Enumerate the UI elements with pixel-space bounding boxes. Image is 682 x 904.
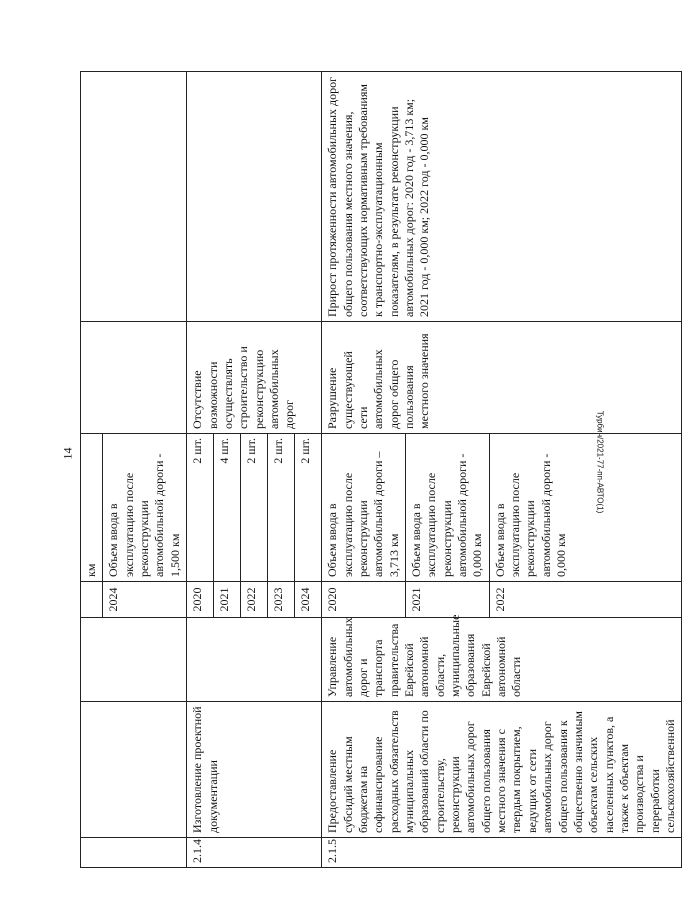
action-cell: Предоставление субсидий местным бюджетам на софинансирование расходных обязательств муниципальных образований области по строительству, реконструкции автомобильных дорог общего пользования местного значения с твердым покрытием, ведущих от сети автомобильных дорог общего пользования к общественно значимым объектам сельских населенных пунктов, а также к объектам производства и переработки сельскохозяйственной xyxy=(322,702,682,838)
action-cell xyxy=(81,702,187,838)
action-cell: Изготовление проектной документации xyxy=(187,702,322,838)
risks-cell xyxy=(81,322,187,434)
risks-cell: Разрушение существующей сети автомобильных дорог общего пользования местного значения xyxy=(322,322,682,434)
program-measures-table xyxy=(80,71,682,868)
table-row xyxy=(187,72,214,868)
result-cell: 2 шт. xyxy=(241,434,268,582)
executor-cell: Управление автомобильных дорог и транспорта правительства Еврейской автономной области, муниципальные образования Еврейской автономной области xyxy=(322,618,682,702)
risks-cell: Отсутствие возможности осуществлять строительство и реконструкцию автомобильных дорог xyxy=(187,322,322,434)
year-cell: 2024 xyxy=(295,582,322,618)
document-footer: Турбин/2021-77-пп-АВТО(1) xyxy=(595,410,605,514)
year-cell: 2021 xyxy=(214,582,241,618)
result-cell: 2 шт. xyxy=(295,434,322,582)
result-cell: Объем ввода в эксплуатацию после реконструкции автомобильной дороги – 3,713 км xyxy=(322,434,406,582)
executor-cell xyxy=(187,618,322,702)
result-cell: 2 шт. xyxy=(268,434,295,582)
row-number xyxy=(81,838,187,868)
result-cell: Объем ввода в эксплуатацию после реконструкции автомобильной дороги - 0,000 км xyxy=(405,434,489,582)
result-cell: Объем ввода в эксплуатацию после реконструкции автомобильной дороги - 1,500 км xyxy=(103,434,187,582)
result-cell: 2 шт. xyxy=(187,434,214,582)
indicators-cell: Прирост протяженности автомобильных дорог общего пользования местного значения, соответствующих нормативным требованиям к транспортно-эксплуатационным показателям, в результате реконструкции автомобильных дорог: 2020 год - 3,713 км; 2021 год - 0,000 км; 2022 год - 0,000 км xyxy=(322,72,682,322)
row-number: 2.1.5 xyxy=(322,838,682,868)
table-row xyxy=(81,72,103,868)
page-number: 14 xyxy=(60,447,75,460)
year-cell: 2020 xyxy=(322,582,406,618)
year-cell xyxy=(81,582,103,618)
executor-cell xyxy=(81,618,187,702)
row-number: 2.1.4 xyxy=(187,838,322,868)
indicators-cell xyxy=(187,72,322,322)
result-cell: Объем ввода в эксплуатацию после реконструкции автомобильной дороги - 0,000 км xyxy=(489,434,682,582)
year-cell: 2023 xyxy=(268,582,295,618)
table-row xyxy=(322,72,406,868)
result-cell: км xyxy=(81,434,103,582)
year-cell: 2024 xyxy=(103,582,187,618)
indicators-cell xyxy=(81,72,187,322)
result-cell: 4 шт. xyxy=(214,434,241,582)
year-cell: 2020 xyxy=(187,582,214,618)
year-cell: 2022 xyxy=(489,582,682,618)
year-cell: 2021 xyxy=(405,582,489,618)
year-cell: 2022 xyxy=(241,582,268,618)
